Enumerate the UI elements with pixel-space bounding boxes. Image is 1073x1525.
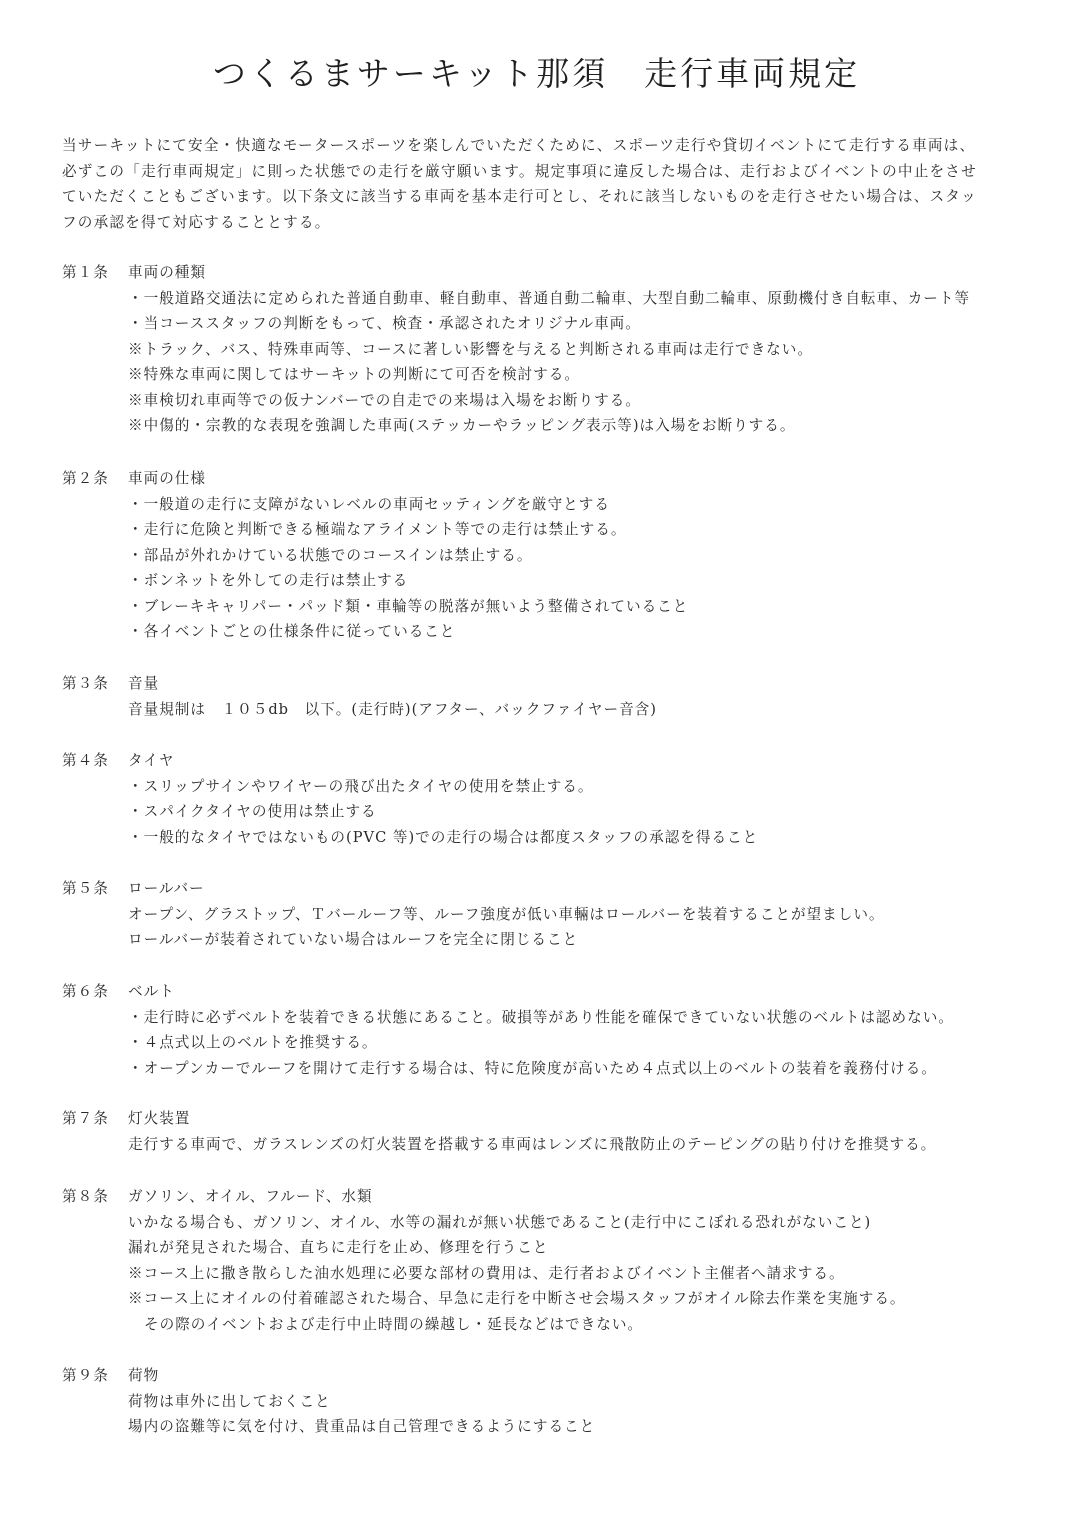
article-header [62, 260, 1052, 286]
article-heading: ロールバー [128, 880, 205, 897]
page-title: つくるまサーキット那須 走行車両規定 [212, 54, 861, 93]
article-number: 第８条 [62, 1188, 109, 1205]
article-heading: 荷物 [128, 1367, 160, 1384]
article-line: ※特殊な車両に関してはサーキットの判断にて可否を検討する。 [128, 366, 580, 384]
article-9 [62, 1363, 1052, 1440]
intro-line: ていただくこともございます。以下条文に該当する車両を基本走行可とし、それに該当しないものを走行させたい場合は、スタッ [62, 188, 977, 205]
article-line: ・走行に危険と判断できる極端なアライメント等での走行は禁止する。 [128, 521, 627, 539]
article-line: 荷物は車外に出しておくこと [128, 1392, 331, 1410]
article-heading: ガソリン、オイル、フルード、水類 [128, 1188, 373, 1205]
article-heading: 車両の種類 [128, 264, 206, 281]
article-1 [62, 260, 1052, 439]
article-line: ・オープンカーでルーフを開けて走行する場合は、特に危険度が高いため４点式以上のベルトの装着を義務付ける。 [128, 1059, 937, 1077]
article-5 [62, 876, 1052, 953]
article-number: 第７条 [62, 1110, 109, 1127]
article-line: ・部品が外れかけている状態でのコースインは禁止する。 [128, 546, 533, 564]
article-heading: 灯火装置 [128, 1110, 191, 1127]
article-3 [62, 671, 1052, 722]
article-heading: ベルト [128, 983, 175, 1000]
article-line: ・スパイクタイヤの使用は禁止する [128, 803, 377, 821]
article-line: ※コース上に撒き散らした油水処理に必要な部材の費用は、走行者およびイベント主催者へ請求する。 [128, 1264, 845, 1282]
article-line: ・スリップサインやワイヤーの飛び出たタイヤの使用を禁止する。 [128, 777, 594, 795]
article-line: その際のイベントおよび走行中止時間の繰越し・延長などはできない。 [144, 1315, 644, 1333]
article-line: ・４点式以上のベルトを推奨する。 [128, 1034, 378, 1052]
intro-line: フの承認を得て対応することとする。 [62, 213, 331, 231]
article-number: 第３条 [62, 675, 109, 692]
article-2 [62, 466, 1052, 645]
article-line: ・一般的なタイヤではないもの(PVC 等)での走行の場合は都度スタッフの承認を得ること [128, 828, 759, 846]
article-heading: 車両の仕様 [128, 470, 206, 487]
article-heading: タイヤ [128, 752, 175, 769]
article-line: ・各イベントごとの仕様条件に従っていること [128, 623, 456, 641]
article-line: ※トラック、バス、特殊車両等、コースに著しい影響を与えると判断される車両は走行できない。 [128, 340, 813, 358]
article-line: ※車検切れ車両等での仮ナンバーでの自走での来場は入場をお断りする。 [128, 391, 641, 409]
article-header [62, 1184, 1052, 1210]
article-line: ・走行時に必ずベルトを装着できる状態にあること。破損等があり性能を確保できていない状態のベルトは認めない。 [128, 1008, 954, 1026]
article-line: ・一般道の走行に支障がないレベルの車両セッティングを厳守とする [128, 495, 610, 513]
article-number: 第１条 [62, 264, 109, 281]
article-line: いかなる場合も、ガソリン、オイル、水等の漏れが無い状態であること(走行中にこぼれる恐れがないこと) [128, 1213, 872, 1231]
article-header [62, 671, 1052, 697]
article-line: ・ブレーキキャリパー・パッド類・車輪等の脱落が無いよう整備されていること [128, 597, 689, 615]
article-line: ※中傷的・宗教的な表現を強調した車両(ステッカーやラッピング表示等)は入場をお断りする。 [128, 417, 796, 435]
intro-paragraph [62, 133, 1027, 235]
article-line: オープン、グラストップ、Ｔバールーフ等、ルーフ強度が低い車輛はロールバーを装着することが望ましい。 [128, 905, 885, 923]
article-heading: 音量 [128, 675, 160, 692]
article-line: 走行する車両で、ガラスレンズの灯火装置を搭載する車両はレンズに飛散防止のテーピングの貼り付けを推奨する。 [128, 1135, 937, 1153]
article-header [62, 1106, 1052, 1132]
article-line: 音量規制は １０５db 以下。(走行時)(アフター、バックファイヤー音含) [128, 700, 657, 718]
article-6 [62, 979, 1052, 1081]
article-number: 第６条 [62, 983, 109, 1000]
article-header [62, 1363, 1052, 1389]
article-number: 第９条 [62, 1367, 109, 1384]
intro-line: 当サーキットにて安全・快適なモータースポーツを楽しんでいただくために、スポーツ走行や貸切イベントにて走行する車両は、 [62, 137, 976, 154]
intro-line: 必ずこの「走行車両規定」に則った状態での走行を厳守願います。規定事項に違反した場合は、走行およびイベントの中止をさせ [62, 162, 977, 180]
article-line: ・当コーススタッフの判断をもって、検査・承認されたオリジナル車両。 [128, 315, 641, 333]
article-number: 第２条 [62, 470, 109, 487]
article-number: 第４条 [62, 752, 109, 769]
article-line: ・ボンネットを外しての走行は禁止する [128, 572, 409, 590]
article-line: 漏れが発見された場合、直ちに走行を止め、修理を行うこと [128, 1239, 549, 1257]
article-line: ・一般道路交通法に定められた普通自動車、軽自動車、普通自動二輪車、大型自動二輪車、原動機付き自転車、カート等 [128, 289, 971, 307]
article-4 [62, 748, 1052, 850]
article-header [62, 979, 1052, 1005]
article-number: 第５条 [62, 880, 109, 897]
article-8 [62, 1184, 1052, 1337]
article-line: ロールバーが装着されていない場合はルーフを完全に閉じること [128, 931, 579, 949]
article-line: 場内の盗難等に気を付け、貴重品は自己管理できるようにすること [128, 1418, 596, 1436]
article-header [62, 466, 1052, 492]
article-line: ※コース上にオイルの付着確認された場合、早急に走行を中断させ会場スタッフがオイル除去作業を実施する。 [128, 1290, 906, 1308]
article-header [62, 748, 1052, 774]
article-7 [62, 1106, 1052, 1157]
article-header [62, 876, 1052, 902]
